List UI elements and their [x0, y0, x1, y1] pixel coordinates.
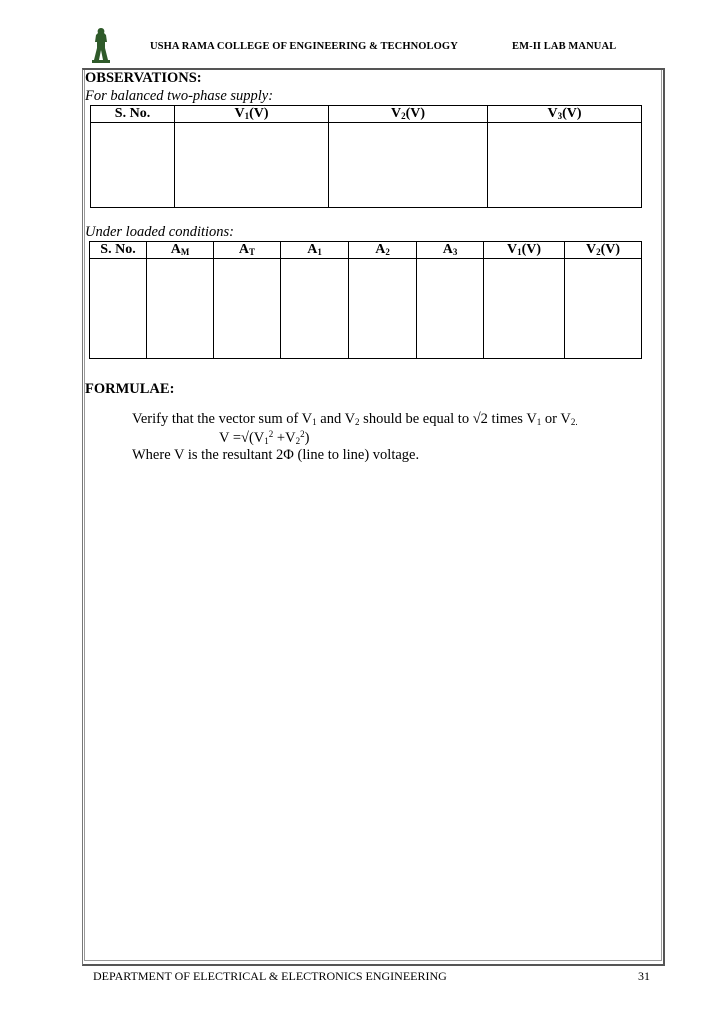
loaded-caption: Under loaded conditions:	[85, 224, 235, 240]
col-header-at: $A_T$	[214, 242, 281, 259]
manual-title: EM-II LAB MANUAL	[512, 41, 617, 52]
col-header-v2: $V_2(V)$	[329, 106, 488, 123]
col-header-v3: $V_3(V)$	[488, 106, 642, 123]
col-header-am: $A_M$	[147, 242, 214, 259]
table-cell	[417, 259, 484, 359]
col-header-v2: $V_2(V)$	[565, 242, 642, 259]
table-row	[91, 123, 642, 208]
verify-statement: Verify that the vector sum of $V_1$ and $V_2$ should be equal to √2 times $V_1$ or $V_{2.}$	[132, 411, 578, 427]
where-statement: Where V is the resultant 2Φ (line to line) voltage.	[132, 447, 420, 463]
col-header-sno: S. No.	[91, 106, 175, 123]
col-header-a2: $A_2$	[349, 242, 417, 259]
department-name: DEPARTMENT OF ELECTRICAL & ELECTRONICS ENGINEERING	[93, 969, 447, 983]
loaded-conditions-table	[89, 241, 642, 359]
table-header-row	[90, 242, 642, 259]
table-header-row	[91, 106, 642, 123]
table-cell	[147, 259, 214, 359]
table-cell	[349, 259, 417, 359]
table-cell	[214, 259, 281, 359]
table-cell	[565, 259, 642, 359]
table-row	[90, 259, 642, 359]
college-name: USHA RAMA COLLEGE OF ENGINEERING & TECHNOLOGY	[150, 41, 458, 52]
table-cell	[484, 259, 565, 359]
table-cell	[91, 123, 175, 208]
page-number: 31	[638, 969, 650, 983]
balanced-supply-table	[90, 105, 642, 208]
resultant-equation: $V =√(V_1^2 +V_2^2)$	[219, 429, 310, 446]
table-cell	[175, 123, 329, 208]
col-header-v1: $V_1(V)$	[175, 106, 329, 123]
balanced-caption: For balanced two-phase supply:	[85, 88, 274, 104]
observations-heading: OBSERVATIONS:	[85, 70, 202, 86]
col-header-sno: S. No.	[90, 242, 147, 259]
table-cell	[488, 123, 642, 208]
table-cell	[281, 259, 349, 359]
col-header-v1: $V_1(V)$	[484, 242, 565, 259]
col-header-a3: $A_3$	[417, 242, 484, 259]
formulae-heading: FORMULAE:	[85, 381, 175, 397]
college-logo-icon	[86, 26, 116, 64]
table-cell	[90, 259, 147, 359]
table-cell	[329, 123, 488, 208]
col-header-a1: $A_1$	[281, 242, 349, 259]
